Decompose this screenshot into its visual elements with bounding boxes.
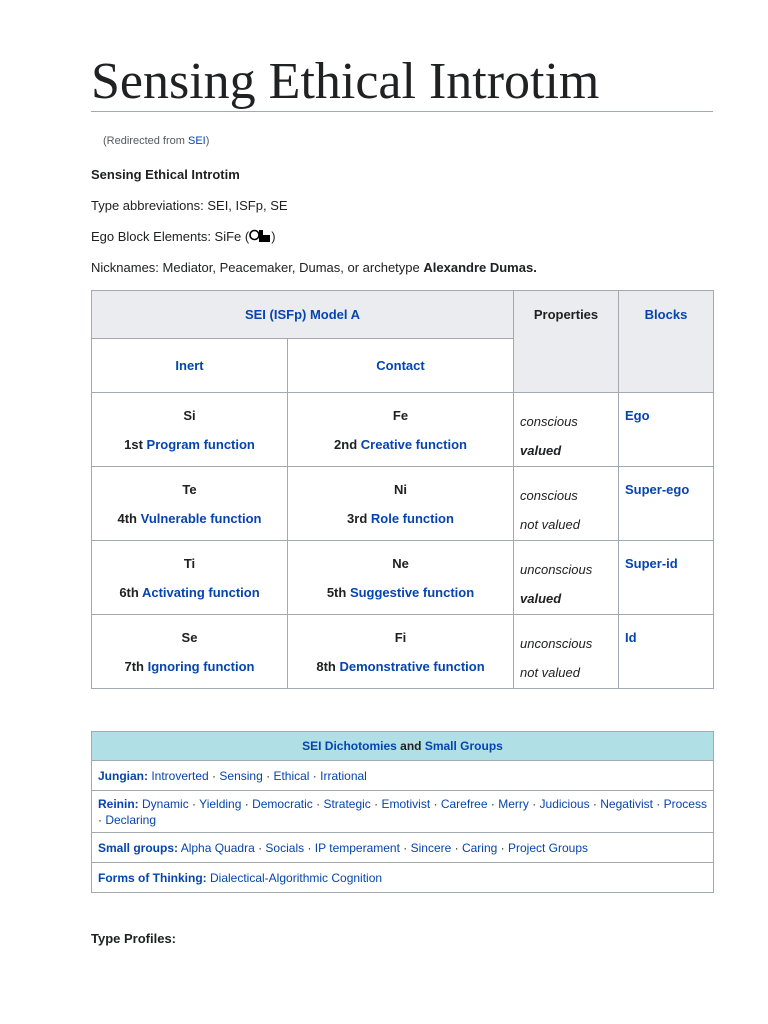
separator-dot: ·: [254, 840, 266, 855]
contact-link[interactable]: Contact: [376, 358, 425, 373]
blocks-header: [619, 291, 714, 393]
function-cell: [288, 393, 514, 467]
navbox-row-reinin: [92, 791, 714, 833]
property-not-valued: not valued: [520, 665, 580, 680]
property-valued: valued: [520, 443, 562, 458]
navbox-link[interactable]: Merry: [498, 796, 529, 811]
function-ordinal: 1st: [124, 436, 147, 452]
model-a-table: [91, 290, 714, 689]
inert-header: [92, 339, 288, 393]
function-link[interactable]: Role function: [370, 510, 454, 526]
redirect-prefix: (Redirected from: [103, 135, 188, 147]
inert-link[interactable]: Inert: [175, 358, 204, 373]
model-row: [92, 393, 714, 467]
element-name: Se: [181, 629, 198, 645]
ego-block-symbol-icon: [249, 229, 271, 246]
function-ordinal: 2nd: [334, 436, 361, 452]
navbox-link[interactable]: Alpha Quadra: [180, 840, 255, 855]
model-row: [92, 541, 714, 615]
element-name: Ne: [392, 555, 409, 571]
navbox-link[interactable]: Dialectical-Algorithmic Cognition: [210, 870, 383, 885]
navbox-link[interactable]: Socials: [265, 840, 305, 855]
separator-dot: ·: [304, 840, 315, 855]
property-conscious: conscious: [520, 488, 578, 503]
navbox-link[interactable]: Ethical: [273, 768, 310, 783]
separator-dot: ·: [208, 768, 220, 783]
title-divider: [91, 111, 713, 112]
property-not-valued: not valued: [520, 517, 580, 532]
navbox-row-label[interactable]: Small groups:: [98, 840, 179, 855]
separator-dot: ·: [487, 796, 499, 811]
contact-header: [288, 339, 514, 393]
function-link[interactable]: Suggestive function: [349, 584, 475, 600]
function-cell: [92, 467, 288, 541]
element-name: Fe: [392, 407, 409, 423]
redirect-link[interactable]: SEI: [187, 135, 206, 147]
navbox-row-label[interactable]: Forms of Thinking:: [98, 870, 207, 885]
navbox-link[interactable]: Project Groups: [508, 840, 589, 855]
block-cell: [619, 467, 714, 541]
dichotomies-navbox: [91, 731, 714, 893]
function-link[interactable]: Ignoring function: [147, 658, 255, 674]
properties-cell: [514, 467, 619, 541]
function-link[interactable]: Creative function: [360, 436, 467, 452]
navbox-row-label[interactable]: Jungian:: [98, 768, 148, 783]
separator-dot: ·: [188, 796, 200, 811]
function-ordinal: 5th: [326, 584, 350, 600]
properties-header: Properties: [514, 291, 619, 393]
navbox-link[interactable]: Sensing: [219, 768, 263, 783]
navbox-link[interactable]: Declaring: [105, 812, 157, 827]
navbox-link[interactable]: Judicious: [539, 796, 590, 811]
nicknames-archetype: Alexandre Dumas.: [423, 260, 537, 275]
separator-dot: ·: [98, 812, 106, 827]
properties-cell: [514, 615, 619, 689]
function-link[interactable]: Demonstrative function: [339, 658, 485, 674]
separator-dot: ·: [430, 796, 441, 811]
ego-block-elements: [91, 229, 276, 246]
navbox-header: [92, 732, 714, 761]
element-name: Ni: [394, 481, 407, 497]
property-unconscious: unconscious: [520, 562, 593, 577]
navbox-link[interactable]: Sincere: [410, 840, 452, 855]
navbox-row-small-groups: [92, 833, 714, 863]
model-a-header: [92, 291, 514, 339]
function-cell: [92, 393, 288, 467]
property-unconscious: unconscious: [520, 636, 593, 651]
separator-dot: ·: [399, 840, 411, 855]
separator-dot: ·: [370, 796, 382, 811]
element-name: Te: [182, 481, 197, 497]
dichotomies-link[interactable]: SEI Dichotomies: [302, 739, 397, 753]
navbox-row-forms-of-thinking: [92, 863, 714, 893]
article-heading: Sensing Ethical Introtim: [91, 167, 240, 182]
navbox-link[interactable]: Democratic: [252, 796, 313, 811]
function-ordinal: 7th: [124, 658, 148, 674]
navbox-link[interactable]: Introverted: [151, 768, 209, 783]
block-link[interactable]: Super-id: [625, 556, 678, 571]
function-cell: [288, 467, 514, 541]
navbox-link[interactable]: Process: [663, 796, 707, 811]
navbox-link[interactable]: Caring: [461, 840, 498, 855]
navbox-link[interactable]: Carefree: [440, 796, 488, 811]
navbox-link[interactable]: Yielding: [199, 796, 242, 811]
property-valued: valued: [520, 591, 562, 606]
block-link[interactable]: Super-ego: [625, 482, 690, 497]
small-groups-link[interactable]: Small Groups: [424, 739, 503, 753]
function-cell: [92, 541, 288, 615]
page-title: Sensing Ethical Introtim: [91, 53, 600, 110]
function-link[interactable]: Vulnerable function: [140, 510, 262, 526]
separator-dot: ·: [652, 796, 664, 811]
redirect-note: [103, 135, 209, 147]
navbox-header-and: and: [396, 739, 425, 753]
nicknames: [91, 260, 537, 275]
navbox-link[interactable]: Emotivist: [381, 796, 431, 811]
block-link[interactable]: Ego: [625, 408, 650, 423]
navbox-link[interactable]: Negativist: [600, 796, 653, 811]
function-ordinal: 8th: [316, 658, 340, 674]
block-cell: [619, 393, 714, 467]
separator-dot: ·: [589, 796, 601, 811]
block-cell: [619, 541, 714, 615]
navbox-link[interactable]: Dynamic: [142, 796, 189, 811]
function-link[interactable]: Activating function: [141, 584, 260, 600]
ego-block-suffix: ): [271, 229, 276, 244]
function-ordinal: 6th: [119, 584, 142, 600]
navbox-link[interactable]: Irrational: [320, 768, 367, 783]
model-a-title-link[interactable]: SEI (ISFp) Model A: [244, 307, 361, 322]
function-ordinal: 4th: [117, 510, 141, 526]
navbox-row-jungian: [92, 761, 714, 791]
separator-dot: ·: [497, 840, 508, 855]
function-cell: [92, 615, 288, 689]
property-conscious: conscious: [520, 414, 578, 429]
type-abbreviations: Type abbreviations: SEI, ISFp, SE: [91, 198, 288, 213]
separator-dot: ·: [312, 796, 324, 811]
block-cell: [619, 615, 714, 689]
model-row: [92, 615, 714, 689]
navbox-link[interactable]: IP temperament: [314, 840, 400, 855]
function-ordinal: 3rd: [347, 510, 371, 526]
element-name: Ti: [183, 555, 196, 571]
separator-dot: ·: [451, 840, 462, 855]
nicknames-prefix: Nicknames: Mediator, Peacemaker, Dumas, or archetype: [91, 260, 424, 275]
separator-dot: ·: [262, 768, 274, 783]
separator-dot: ·: [528, 796, 540, 811]
function-cell: [288, 615, 514, 689]
navbox-row-label[interactable]: Reinin:: [98, 796, 139, 811]
function-link[interactable]: Program function: [146, 436, 255, 452]
navbox-link[interactable]: Strategic: [323, 796, 371, 811]
function-cell: [288, 541, 514, 615]
block-link[interactable]: Id: [625, 630, 637, 645]
element-name: Fi: [394, 629, 407, 645]
ego-block-prefix: Ego Block Elements: SiFe (: [91, 229, 250, 244]
redirect-suffix: ): [205, 135, 210, 147]
properties-cell: [514, 393, 619, 467]
element-name: Si: [183, 407, 196, 423]
separator-dot: ·: [241, 796, 253, 811]
separator-dot: ·: [309, 768, 321, 783]
blocks-link[interactable]: Blocks: [644, 307, 688, 322]
type-profiles-heading: Type Profiles:: [91, 931, 177, 946]
model-row: [92, 467, 714, 541]
properties-cell: [514, 541, 619, 615]
